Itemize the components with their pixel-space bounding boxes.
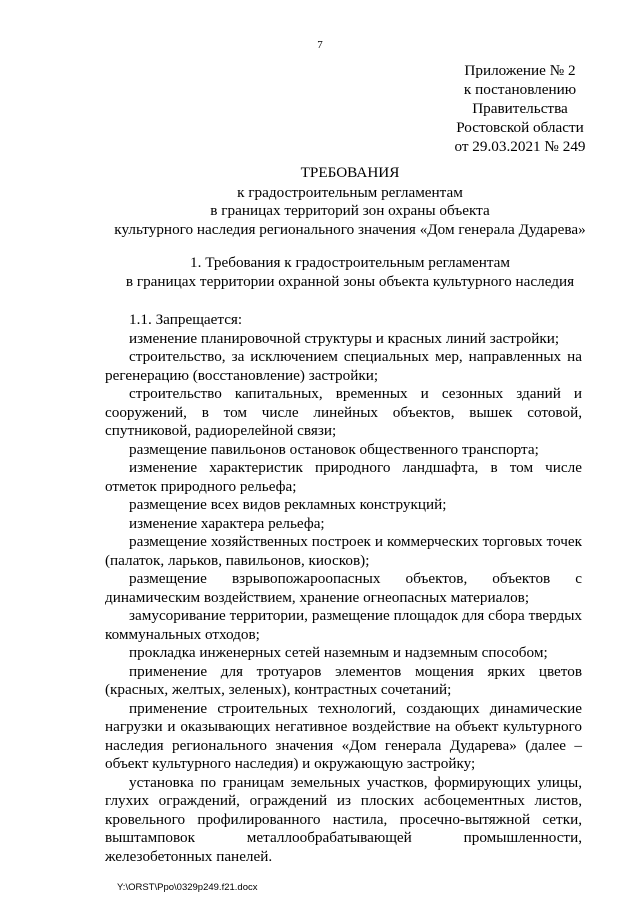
document-title bbox=[0, 164, 640, 239]
paragraph-item: 1.1. Запрещается: bbox=[129, 311, 243, 328]
appendix-line: Приложение № 2 bbox=[464, 62, 576, 79]
appendix-line: от 29.03.2021 № 249 bbox=[454, 138, 586, 155]
paragraph-item: применение строительных технологий, создающих динамические нагрузки и оказывающих негативное воздействие на объект культурного наследия регионального значения «Дом генерала Дударева» (далее – объект культурного наследия) и окружающую застройку; bbox=[105, 699, 582, 772]
paragraph-item: размещение всех видов рекламных конструкций; bbox=[129, 496, 447, 513]
title-heading: ТРЕБОВАНИЯ bbox=[300, 164, 400, 181]
file-path-footer: Y:\ORST\Ppo\0329p249.f21.docx bbox=[117, 882, 258, 893]
paragraph-item: размещение хозяйственных построек и коммерческих торговых точек (палаток, ларьков, павильонов, киосков); bbox=[105, 533, 582, 569]
paragraph-item: замусоривание территории, размещение площадок для сбора твердых коммунальных отходов; bbox=[105, 607, 582, 643]
paragraph-item: изменение характера рельефа; bbox=[129, 514, 325, 532]
section-line: 1. Требования к градостроительным регламентам bbox=[190, 254, 510, 271]
page-number: 7 bbox=[317, 39, 323, 51]
paragraph-item: размещение павильонов остановок общественного транспорта; bbox=[129, 440, 539, 458]
title-line: к градостроительным регламентам bbox=[237, 183, 463, 201]
section-line: в границах территории охранной зоны объекта культурного наследия bbox=[125, 272, 575, 290]
paragraph-item: строительство, за исключением специальных мер, направленных на регенерацию (восстановление) застройки; bbox=[105, 348, 582, 384]
paragraph-item: прокладка инженерных сетей наземным и надземным способом; bbox=[129, 644, 548, 661]
appendix-block bbox=[440, 62, 600, 157]
section-heading bbox=[0, 254, 640, 291]
paragraph-item: применение для тротуаров элементов мощения ярких цветов (красных, желтых, зеленых), контрастных сочетаний; bbox=[105, 662, 582, 698]
paragraph-item: строительство капитальных, временных и сезонных зданий и сооружений, в том числе линейных объектов, вышек сотовой, спутниковой, радиорелейной связи; bbox=[105, 385, 582, 439]
document-body bbox=[105, 311, 582, 866]
paragraph-item: изменение характеристик природного ландшафта, в том числе отметок природного рельефа; bbox=[105, 459, 582, 495]
appendix-line: Правительства bbox=[472, 100, 568, 117]
paragraph-item: размещение взрывопожароопасных объектов, объектов с динамическим воздействием, хранение огнеопасных материалов; bbox=[105, 570, 582, 606]
paragraph-item: установка по границам земельных участков, формирующих улицы, глухих ограждений, ограждений из плоских асбоцементных листов, кровельного профилированного настила, просечно-вытяжной сетки, выштамповок металлообрабатывающей промышленности, железобетонных панелей. bbox=[105, 773, 582, 865]
title-line: в границах территорий зон охраны объекта bbox=[210, 202, 490, 219]
appendix-line: к постановлению bbox=[463, 81, 577, 98]
appendix-line: Ростовской области bbox=[456, 119, 584, 136]
paragraph-item: изменение планировочной структуры и красных линий застройки; bbox=[129, 329, 560, 347]
title-line: культурного наследия регионального значения «Дом генерала Дударева» bbox=[114, 220, 586, 238]
